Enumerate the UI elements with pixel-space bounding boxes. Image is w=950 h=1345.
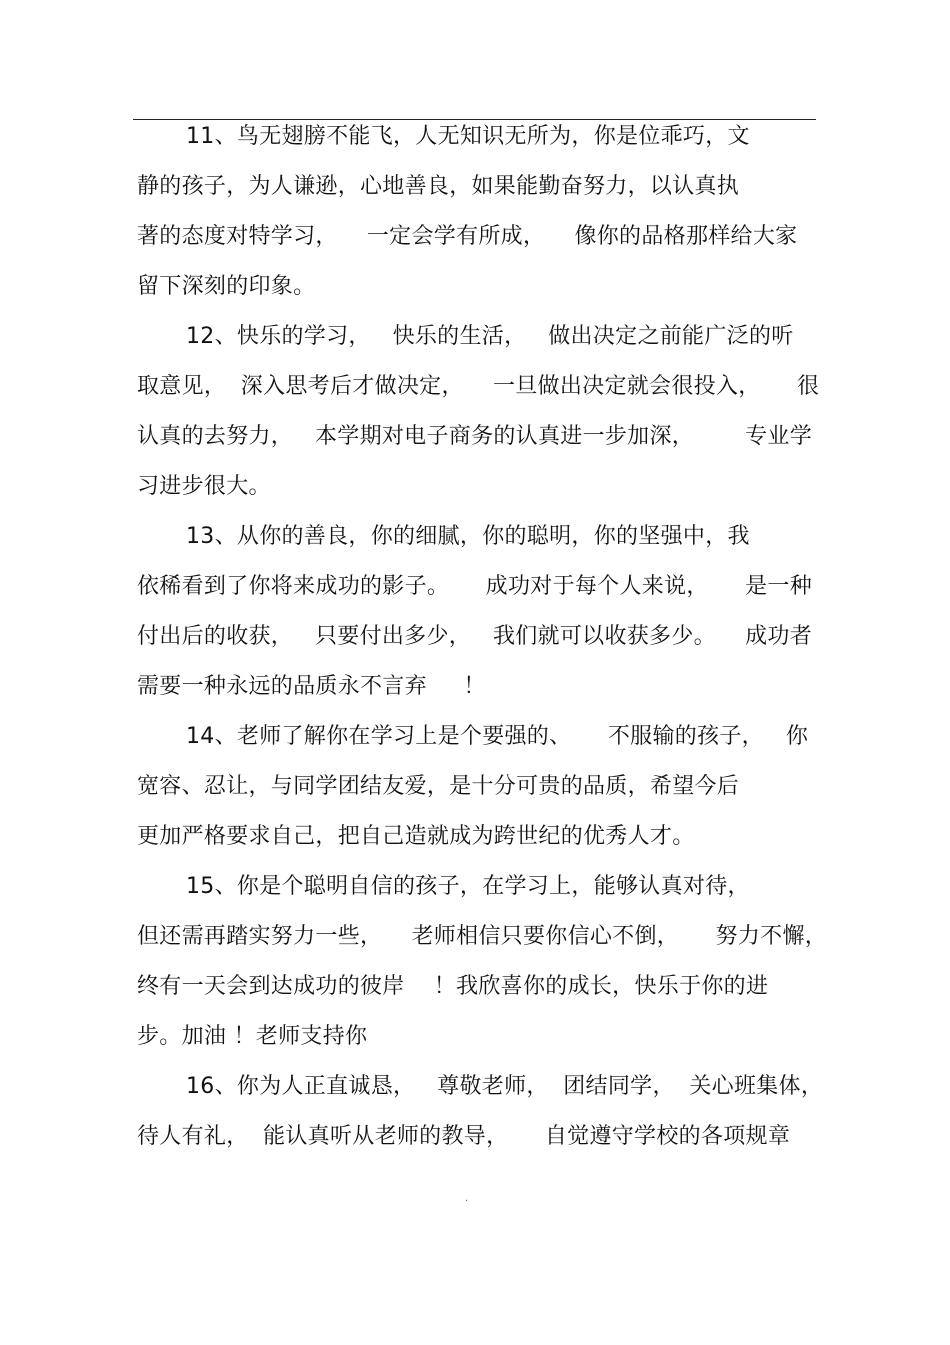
text-line: 付出后的收获， 只要付出多少， 我们就可以收获多少。 成功者 (137, 624, 813, 649)
paragraph-14 (137, 712, 827, 862)
text-line: 11、鸟无翅膀不能飞，人无知识无所为，你是位乖巧，文 (186, 124, 750, 149)
text-line: 认真的去努力， 本学期对电子商务的认真进一步加深， 专业学 (137, 424, 813, 449)
text-line: 依稀看到了你将来成功的影子。 成功对于每个人来说， 是一种 (137, 574, 813, 599)
text-line: 16、你为人正直诚恳， 尊敬老师， 团结同学， 关心班集体， (186, 1074, 824, 1099)
text-line: 著的态度对特学习， 一定会学有所成， 像你的品格那样给大家 (137, 224, 798, 249)
paragraph-16 (137, 1062, 827, 1162)
document-body (137, 112, 827, 1162)
text-line: 取意见， 深入思考后才做决定， 一旦做出决定就会很投入， 很 (137, 374, 820, 399)
text-line: 12、快乐的学习， 快乐的生活， 做出决定之前能广泛的听 (186, 324, 794, 349)
text-line: 留下深刻的印象。 (137, 274, 316, 299)
text-line: 习进步很大。 (137, 474, 271, 499)
paragraph-11 (137, 112, 827, 312)
text-line: 14、老师了解你在学习上是个要强的、 不服输的孩子， 你 (186, 724, 809, 749)
text-line: 终有一天会到达成功的彼岸 ！我欣喜你的成长，快乐于你的进 (137, 974, 769, 999)
page-footer-mark: . (465, 1193, 469, 1204)
text-line: 15、你是个聪明自信的孩子，在学习上，能够认真对待， (186, 874, 750, 899)
paragraph-15 (137, 862, 827, 1062)
text-line: 但还需再踏实努力一些， 老师相信只要你信心不倒， 努力不懈， (137, 924, 828, 949)
text-line: 步。加油 ！老师支持你 (137, 1024, 368, 1049)
text-line: 静的孩子，为人谦逊，心地善良，如果能勤奋努力，以认真执 (137, 174, 740, 199)
text-line: 需要一种永远的品质永不言弃 ！ (137, 674, 486, 699)
text-line: 待人有礼， 能认真听从老师的教导， 自觉遵守学校的各项规章 (137, 1124, 791, 1149)
paragraph-12 (137, 312, 827, 512)
text-line: 宽容、忍让，与同学团结友爱，是十分可贵的品质，希望今后 (137, 774, 740, 799)
text-line: 更加严格要求自己，把自己造就成为跨世纪的优秀人才。 (137, 824, 695, 849)
text-line: 13、从你的善良，你的细腻，你的聪明，你的坚强中，我 (186, 524, 750, 549)
paragraph-13 (137, 512, 827, 712)
